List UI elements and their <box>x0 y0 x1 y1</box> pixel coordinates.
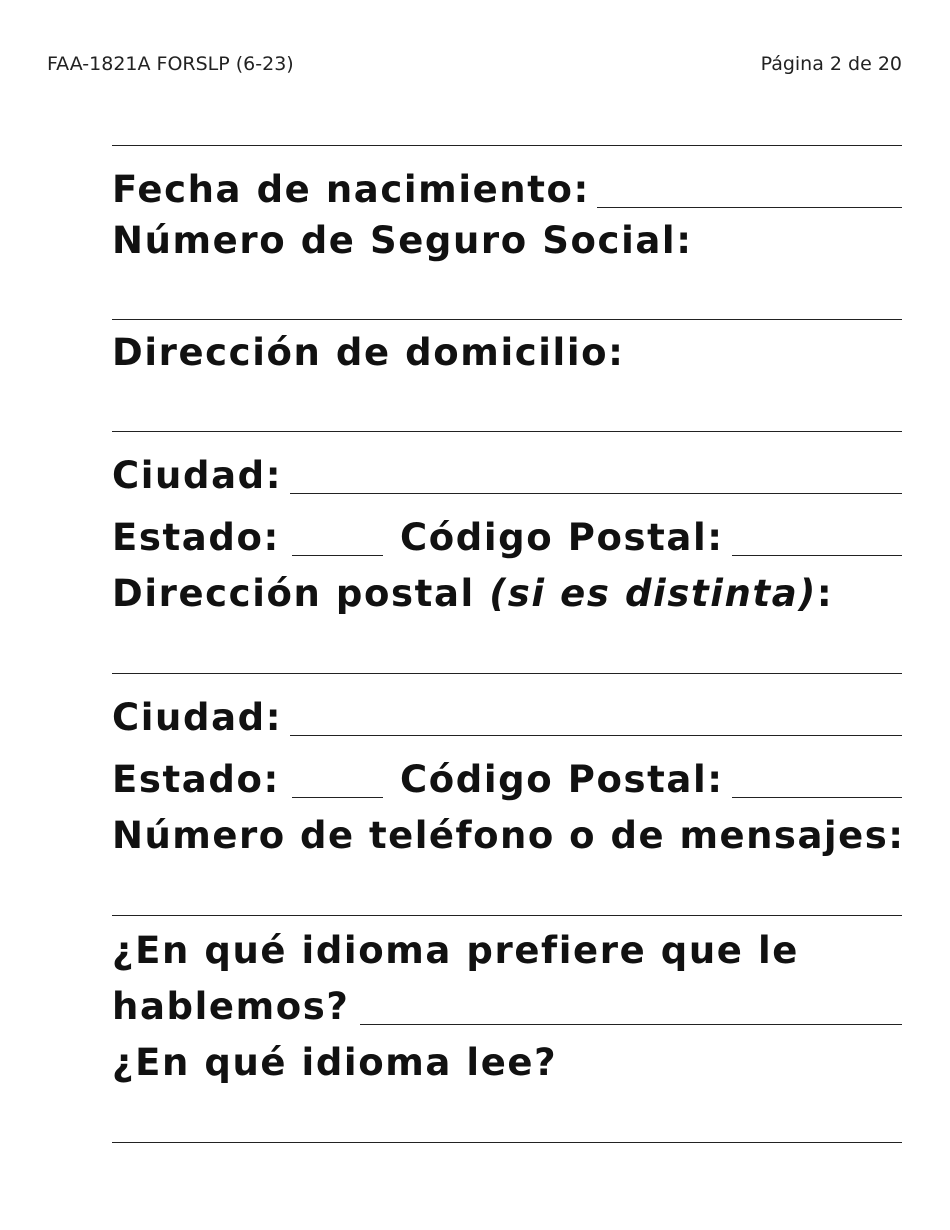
ssn-label: Número de Seguro Social: <box>112 219 693 262</box>
read-language-label: ¿En qué idioma lee? <box>112 1041 558 1084</box>
city-label: Ciudad: <box>112 696 283 739</box>
ssn-field[interactable] <box>112 319 902 320</box>
birth-date-label: Fecha de nacimiento: <box>112 168 590 211</box>
birth-date-field[interactable] <box>597 207 902 208</box>
city-field[interactable] <box>290 493 902 494</box>
speak-language-label-cont: hablemos? <box>112 985 350 1028</box>
read-language-field[interactable] <box>112 1142 902 1143</box>
mailing-address-label <box>112 572 833 616</box>
form-id: FAA-1821A FORSLP (6-23) <box>47 53 294 75</box>
name-line[interactable] <box>112 145 902 146</box>
page-number: Página 2 de 20 <box>760 53 902 75</box>
phone-field[interactable] <box>112 915 902 916</box>
zip-label: Código Postal: <box>400 516 724 559</box>
zip-label: Código Postal: <box>400 758 724 801</box>
mailing-address-colon: : <box>816 572 834 615</box>
zip-field[interactable] <box>732 797 902 798</box>
home-address-field[interactable] <box>112 431 902 432</box>
state-label: Estado: <box>112 516 280 559</box>
speak-language-field[interactable] <box>360 1024 902 1025</box>
mailing-address-note: (si es distinta) <box>489 572 817 615</box>
home-address-label: Dirección de domicilio: <box>112 331 625 374</box>
state-field[interactable] <box>292 797 383 798</box>
speak-language-label: ¿En qué idioma prefiere que le <box>112 929 799 972</box>
mailing-address-field[interactable] <box>112 673 902 674</box>
state-label: Estado: <box>112 758 280 801</box>
zip-field[interactable] <box>732 555 902 556</box>
city-field[interactable] <box>290 735 902 736</box>
city-label: Ciudad: <box>112 454 283 497</box>
phone-label: Número de teléfono o de mensajes: <box>112 814 905 857</box>
state-field[interactable] <box>292 555 383 556</box>
mailing-address-text: Dirección postal <box>112 572 490 615</box>
